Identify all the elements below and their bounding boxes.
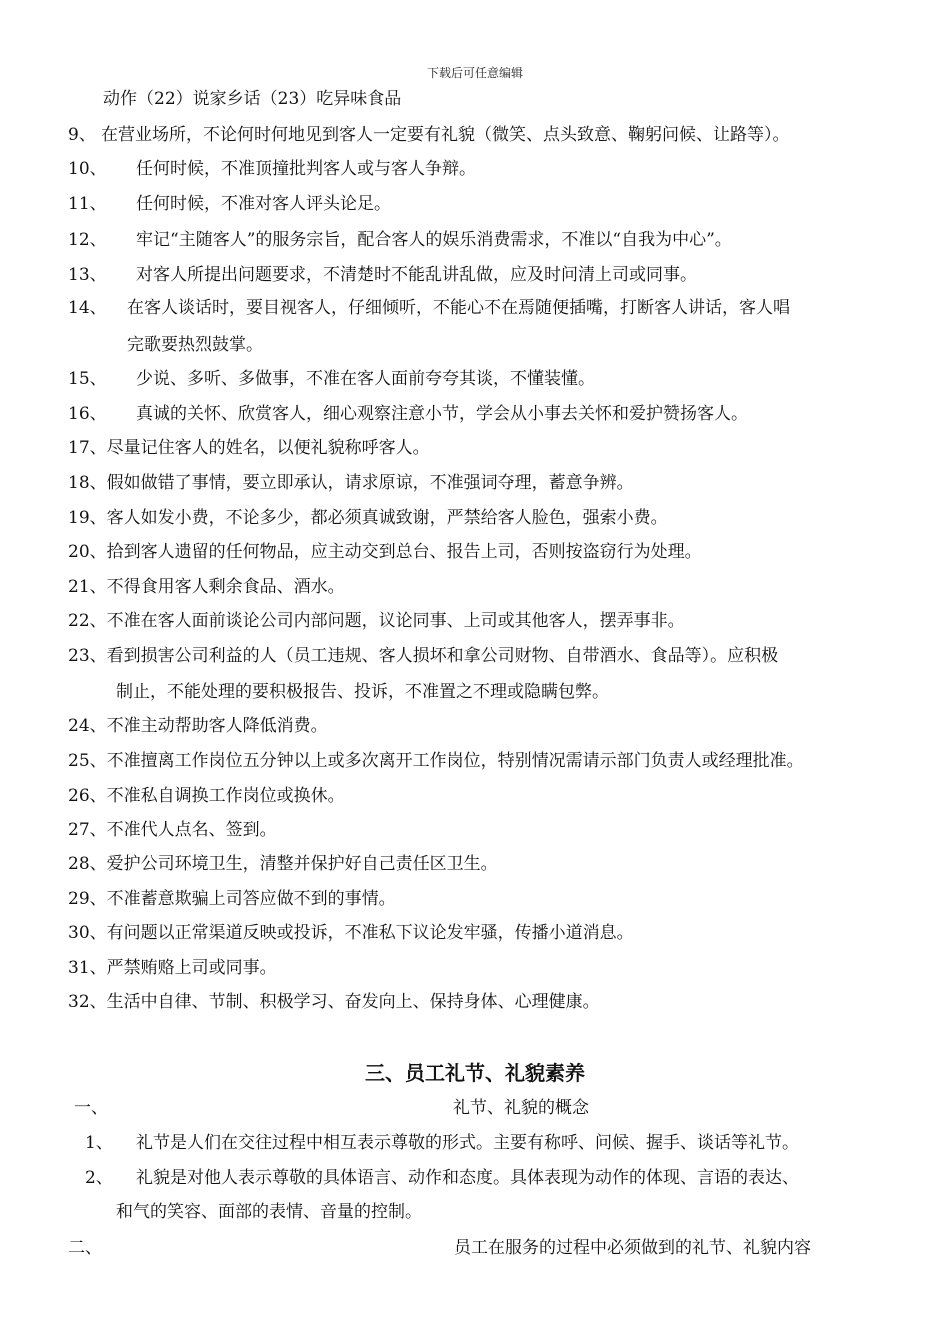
part-number: 一、 [74, 1098, 108, 1118]
list-item: 19、客人如发小费，不论多少，都必须真诚致谢，严禁给客人脸色，强索小费。 [68, 508, 668, 528]
list-item: 26、不准私自调换工作岗位或换休。 [68, 786, 345, 806]
list-item: 任何时候，不准顶撞批判客人或与客人争辩。 [136, 159, 476, 179]
item-number: 15、 [68, 369, 107, 389]
list-item: 牢记“主随客人”的服务宗旨，配合客人的娱乐消费需求，不准以“自我为中心”。 [136, 230, 732, 250]
list-item: 17、尽量记住客人的姓名，以便礼貌称呼客人。 [68, 438, 430, 458]
list-item: 30、有问题以正常渠道反映或投诉，不准私下议论发牢骚，传播小道消息。 [68, 923, 634, 943]
paragraph-continuation: 和气的笑容、面部的表情、音量的控制。 [116, 1202, 422, 1222]
paragraph-number: 1、 [85, 1133, 113, 1153]
part-heading: 礼节、礼貌的概念 [453, 1098, 589, 1118]
item-number: 11、 [68, 194, 107, 214]
list-item: 真诚的关怀、欣赏客人，细心观察注意小节，学会从小事去关怀和爱护赞扬客人。 [136, 404, 748, 424]
list-item: 21、不得食用客人剩余食品、酒水。 [68, 577, 345, 597]
paragraph: 礼貌是对他人表示尊敬的具体语言、动作和态度。具体表现为动作的体现、言语的表达、 [136, 1168, 799, 1188]
list-item: 20、拾到客人遗留的任何物品，应主动交到总台、报告上司，否则按盗窃行为处理。 [68, 542, 702, 562]
list-item: 31、严禁贿赂上司或同事。 [68, 958, 277, 978]
item-number: 13、 [68, 265, 107, 285]
list-item-continuation: 完歌要热烈鼓掌。 [127, 335, 263, 355]
list-item: 少说、多听、多做事，不准在客人面前夸夸其谈，不懂装懂。 [136, 369, 595, 389]
item-number: 10、 [68, 159, 107, 179]
list-item: 32、生活中自律、节制、积极学习、奋发向上、保持身体、心理健康。 [68, 992, 600, 1012]
item-number: 14、 [68, 298, 107, 318]
list-item: 23、看到损害公司利益的人（员工违规、客人损坏和拿公司财物、自带酒水、食品等）。应积极 [68, 646, 779, 666]
list-item: 在客人谈话时，要目视客人，仔细倾听，不能心不在焉随便插嘴，打断客人讲话，客人唱 [127, 298, 790, 318]
item-number: 12、 [68, 230, 107, 250]
list-item: 27、不准代人点名、签到。 [68, 820, 277, 840]
list-item: 在营业场所，不论何时何地见到客人一定要有礼貌（微笑、点头致意、鞠躬问候、让路等）。 [101, 125, 790, 145]
list-item-continuation: 制止，不能处理的要积极报告、投诉，不准置之不理或隐瞒包弊。 [116, 682, 609, 702]
item-number: 9、 [68, 125, 96, 145]
list-item: 22、不准在客人面前谈论公司内部问题，议论同事、上司或其他客人，摆弄事非。 [68, 611, 685, 631]
page-header: 下载后可任意编辑 [426, 66, 523, 80]
list-item: 动作（22）说家乡话（23）吃异味食品 [103, 89, 402, 109]
item-number: 16、 [68, 404, 107, 424]
part-number: 二、 [68, 1238, 102, 1258]
list-item: 28、爱护公司环境卫生，清整并保护好自己责任区卫生。 [68, 854, 498, 874]
section-title: 三、员工礼节、礼貌素养 [365, 1061, 585, 1085]
list-item: 29、不准蓄意欺骗上司答应做不到的事情。 [68, 889, 396, 909]
paragraph: 礼节是人们在交往过程中相互表示尊敬的形式。主要有称呼、问候、握手、谈话等礼节。 [136, 1133, 799, 1153]
list-item: 对客人所提出问题要求，不清楚时不能乱讲乱做，应及时问清上司或同事。 [136, 265, 697, 285]
list-item: 24、不准主动帮助客人降低消费。 [68, 716, 328, 736]
list-item: 25、不准擅离工作岗位五分钟以上或多次离开工作岗位，特别情况需请示部门负责人或经理批准。 [68, 751, 804, 771]
paragraph-number: 2、 [85, 1168, 113, 1188]
part-heading: 员工在服务的过程中必须做到的礼节、礼貌内容 [454, 1238, 811, 1258]
list-item: 18、假如做错了事情，要立即承认，请求原谅，不准强词夺理，蓄意争辨。 [68, 473, 634, 493]
list-item: 任何时候，不准对客人评头论足。 [136, 194, 391, 214]
